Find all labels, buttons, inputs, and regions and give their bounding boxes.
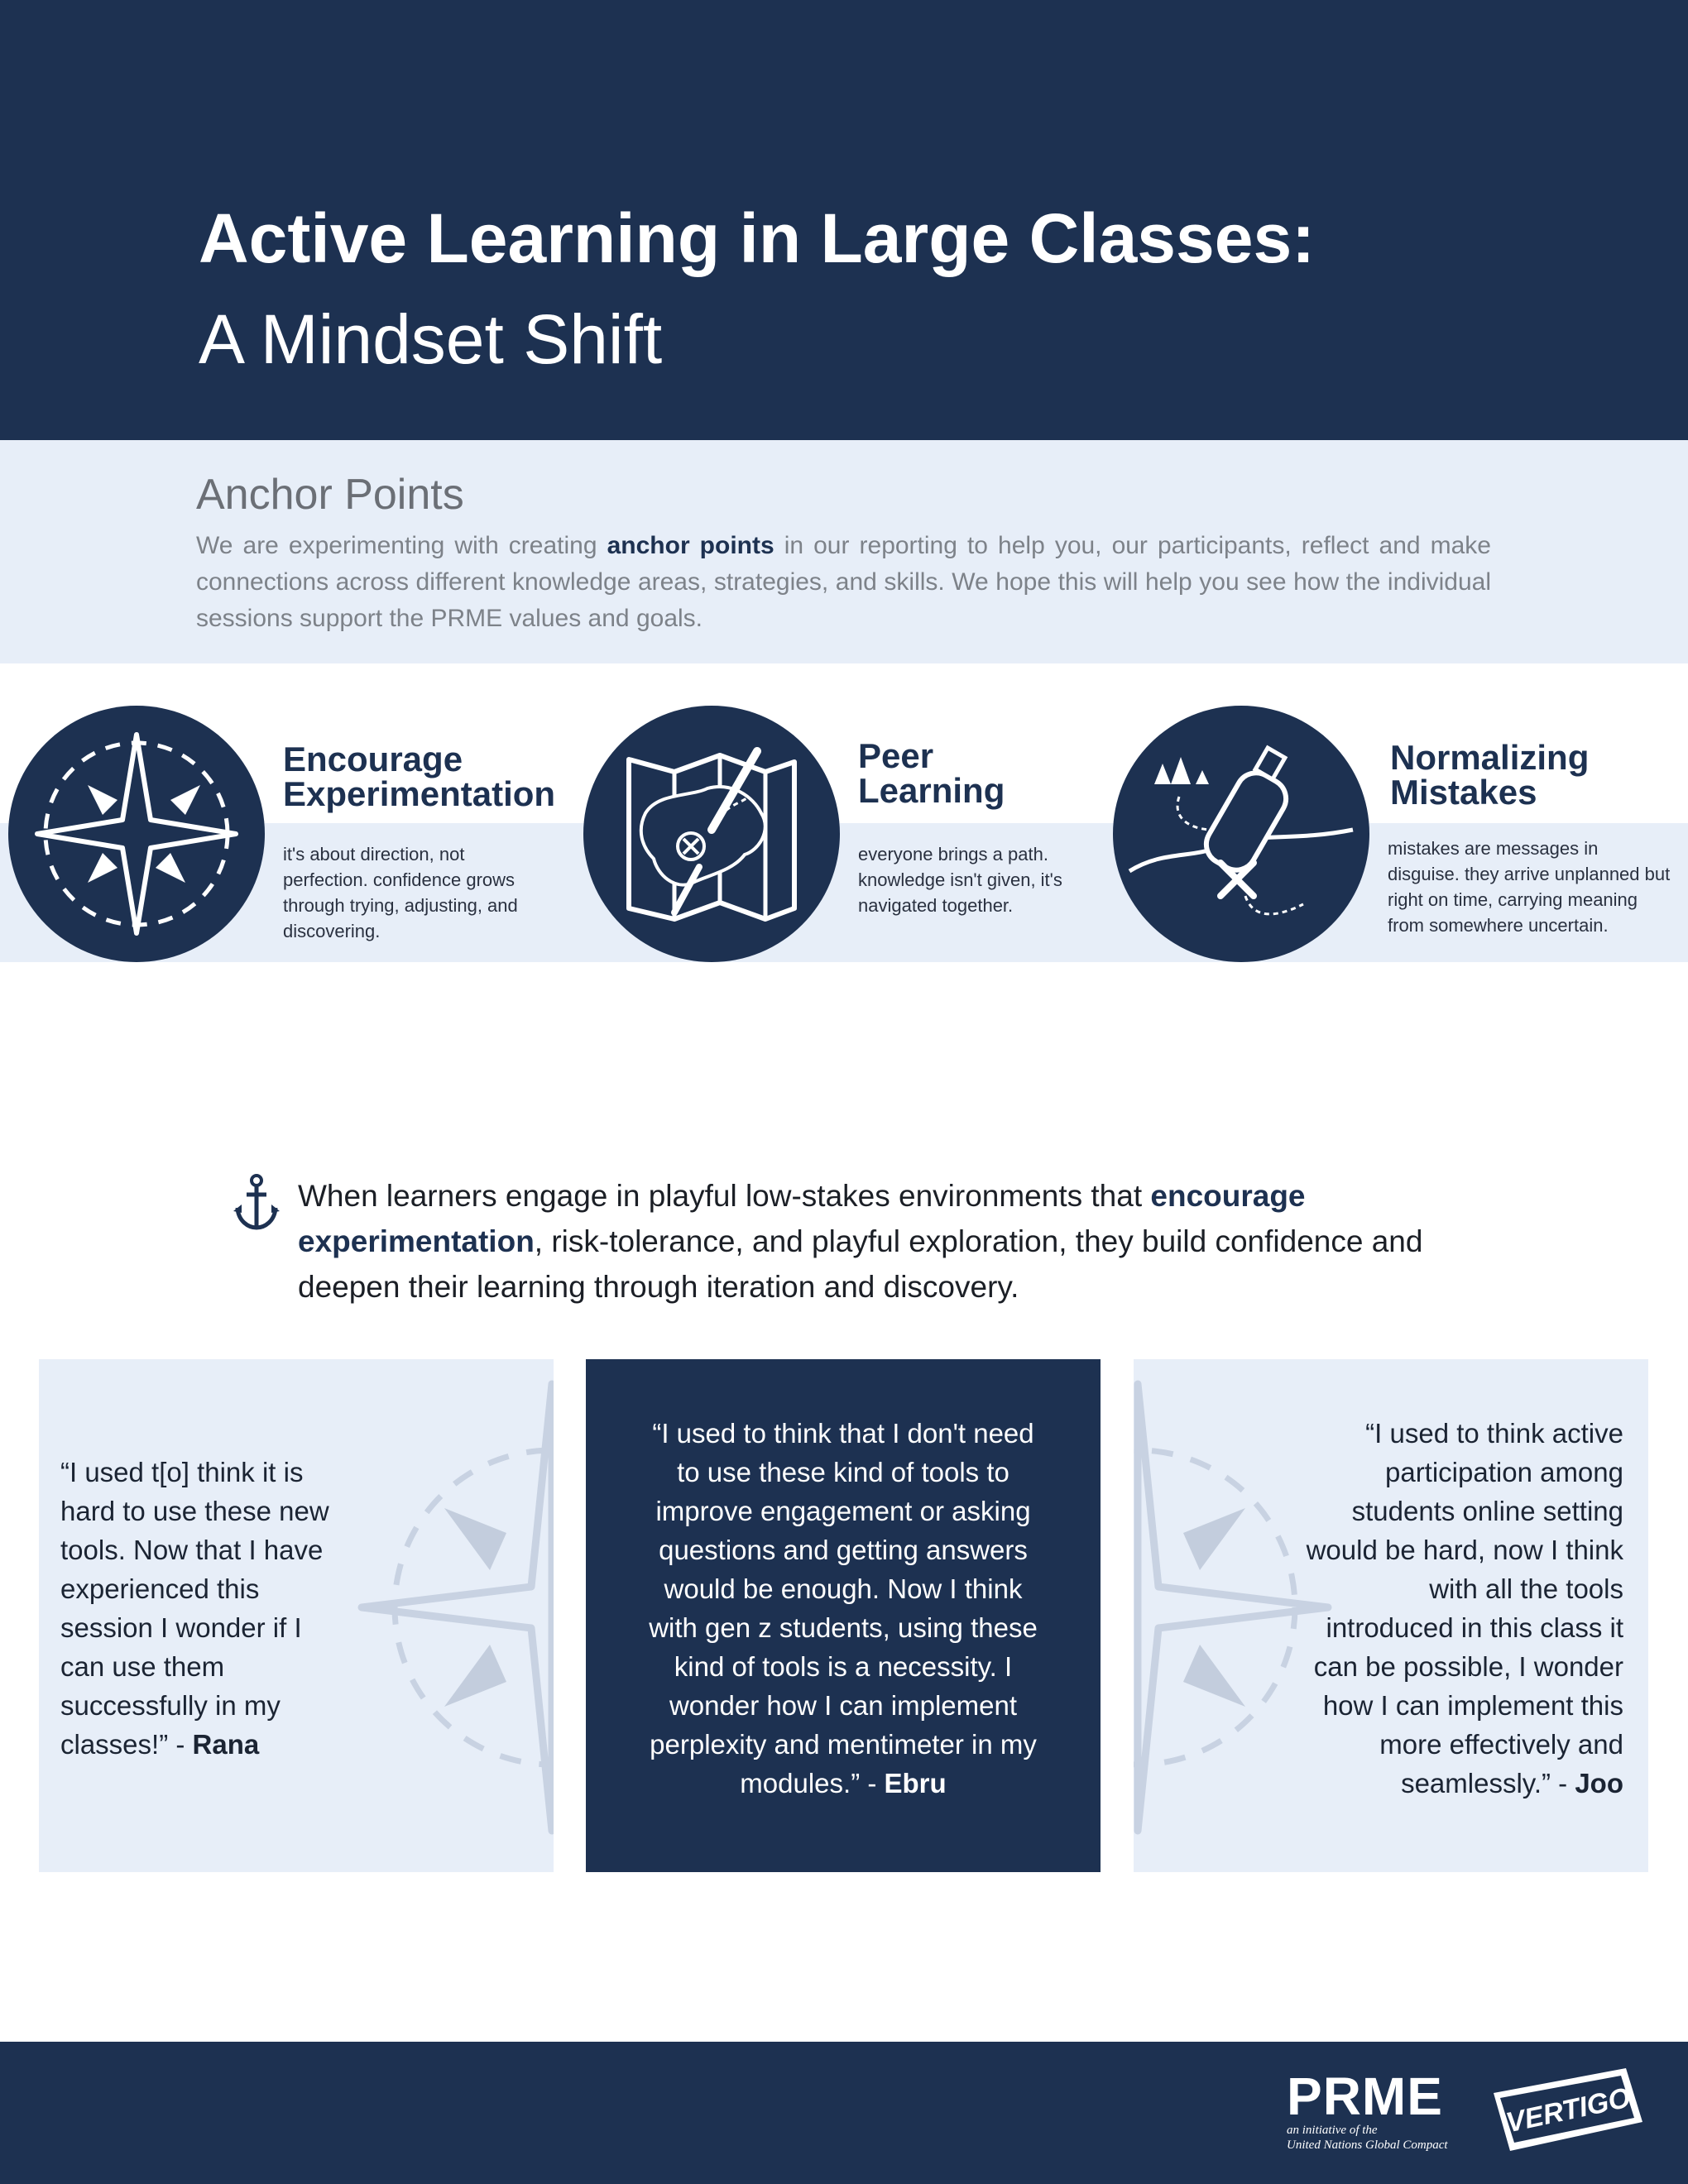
- pillar-title-peer-learning: [858, 736, 1005, 810]
- quote-line: students online setting: [1351, 1496, 1623, 1526]
- testimonial-card-rana: [39, 1359, 554, 1872]
- page-title: Active Learning in Large Classes:: [199, 199, 1316, 277]
- quote-line: with gen z students, using these: [649, 1612, 1038, 1643]
- pillar-title-line: Normalizing: [1390, 738, 1590, 777]
- quote-last-line: seamlessly.” -: [1401, 1768, 1575, 1798]
- testimonial-author: Ebru: [884, 1768, 947, 1798]
- testimonial-quote: [1160, 1414, 1623, 1803]
- pillar-desc-line: navigated together.: [858, 895, 1014, 916]
- quote-line: wonder how I can implement: [669, 1690, 1018, 1721]
- quote-line: introduced in this class it: [1326, 1612, 1623, 1643]
- anchor-statement: [298, 1173, 1473, 1310]
- pillar-title-line: Mistakes: [1390, 773, 1537, 812]
- quote-line: successfully in my: [60, 1690, 281, 1721]
- prme-tagline: [1287, 2123, 1477, 2153]
- quote-line: “I used t[o] think it is: [60, 1457, 304, 1487]
- quote-line: would be enough. Now I think: [664, 1573, 1023, 1604]
- page-subtitle: A Mindset Shift: [199, 300, 663, 378]
- quote-line: more effectively and: [1379, 1729, 1623, 1760]
- anchor-points-intro: [196, 528, 1491, 637]
- quote-line: “I used to think that I don't need: [652, 1418, 1034, 1449]
- quote-line: session I wonder if I: [60, 1612, 302, 1643]
- quote-line: experienced this: [60, 1573, 260, 1604]
- pillar-desc-line: right on time, carrying meaning: [1388, 889, 1638, 910]
- intro-text-bold: anchor points: [607, 532, 774, 559]
- tagline-line: an initiative of the: [1287, 2124, 1378, 2137]
- pillar-desc-line: mistakes are messages in: [1388, 838, 1599, 859]
- intro-text-end: in our reporting to help you, our participants, reflect and make connections across different knowledge areas, strategies, and skills. We hope this will help you see how the individual sessions support the PRME values and goals.: [196, 532, 1491, 632]
- pillar-desc-peer-learning: [858, 841, 1106, 918]
- pillar-desc-line: perfection. confidence grows: [283, 869, 516, 890]
- pillar-desc-line: knowledge isn't given, it's: [858, 869, 1062, 890]
- treasure-map-icon: [583, 706, 840, 962]
- quote-line: can use them: [60, 1651, 225, 1682]
- quote-line: improve engagement or asking: [655, 1496, 1031, 1526]
- pillar-desc-normalizing-mistakes: [1388, 836, 1686, 938]
- quote-line: perplexity and mentimeter in my: [650, 1729, 1037, 1760]
- pillar-desc-line: from somewhere uncertain.: [1388, 915, 1609, 936]
- pillar-desc-encourage-experimentation: [283, 841, 548, 944]
- quote-line: hard to use these new: [60, 1496, 329, 1526]
- testimonial-quote: [60, 1453, 524, 1764]
- message-in-bottle-icon: [1113, 706, 1369, 962]
- pillar-desc-line: through trying, adjusting, and: [283, 895, 518, 916]
- statement-text-bold: encourage experimentation: [298, 1179, 1306, 1258]
- pillar-desc-line: it's about direction, not: [283, 844, 465, 864]
- statement-text-end: , risk-tolerance, and playful exploration, they build confidence and deepen their learning through iteration and discovery.: [298, 1224, 1423, 1304]
- quote-line: how I can implement this: [1322, 1690, 1623, 1721]
- quote-line: participation among: [1384, 1457, 1623, 1487]
- testimonial-author: Rana: [192, 1729, 260, 1760]
- pillar-title-line: Experimentation: [283, 774, 556, 813]
- statement-text-start: When learners engage in playful low-stakes environments that: [298, 1179, 1151, 1213]
- quote-line: tools. Now that I have: [60, 1535, 324, 1565]
- intro-text-start: We are experimenting with creating: [196, 532, 607, 559]
- prme-logo: PRME: [1287, 2067, 1443, 2126]
- partner-logo-text: VERTIGO: [1503, 2081, 1633, 2139]
- pillar-title-line: Encourage: [283, 740, 463, 778]
- compass-rose-icon: [8, 706, 265, 962]
- partner-logo: [1485, 2060, 1647, 2159]
- quote-line: [1160, 1764, 1623, 1803]
- pillar-title-normalizing-mistakes: [1390, 740, 1589, 810]
- testimonial-card-ebru: [586, 1359, 1101, 1872]
- quote-line: can be possible, I wonder: [1313, 1651, 1623, 1682]
- quote-last-line: classes!” -: [60, 1729, 193, 1760]
- anchor-icon: [233, 1173, 280, 1233]
- quote-line: would be hard, now I think: [1306, 1535, 1623, 1565]
- testimonial-quote: [586, 1414, 1101, 1803]
- testimonial-author: Joo: [1575, 1768, 1623, 1798]
- quote-line: to use these kind of tools to: [677, 1457, 1009, 1487]
- quote-line: kind of tools is a necessity. I: [674, 1651, 1013, 1682]
- pillar-title-line: Learning: [858, 771, 1005, 810]
- quote-line: questions and getting answers: [659, 1535, 1028, 1565]
- quote-last-line: modules.” -: [740, 1768, 885, 1798]
- quote-line: [586, 1764, 1101, 1803]
- pillar-title-encourage-experimentation: [283, 742, 555, 812]
- pillar-desc-line: disguise. they arrive unplanned but: [1388, 864, 1671, 884]
- testimonial-card-joo: [1134, 1359, 1648, 1872]
- quote-line: [60, 1725, 524, 1764]
- anchor-points-heading: Anchor Points: [196, 471, 464, 519]
- quote-line: with all the tools: [1429, 1573, 1623, 1604]
- pillar-title-line: Peer: [858, 736, 934, 775]
- tagline-line: United Nations Global Compact: [1287, 2138, 1448, 2152]
- pillar-desc-line: everyone brings a path.: [858, 844, 1048, 864]
- pillar-desc-line: discovering.: [283, 921, 381, 941]
- quote-line: “I used to think active: [1365, 1418, 1623, 1449]
